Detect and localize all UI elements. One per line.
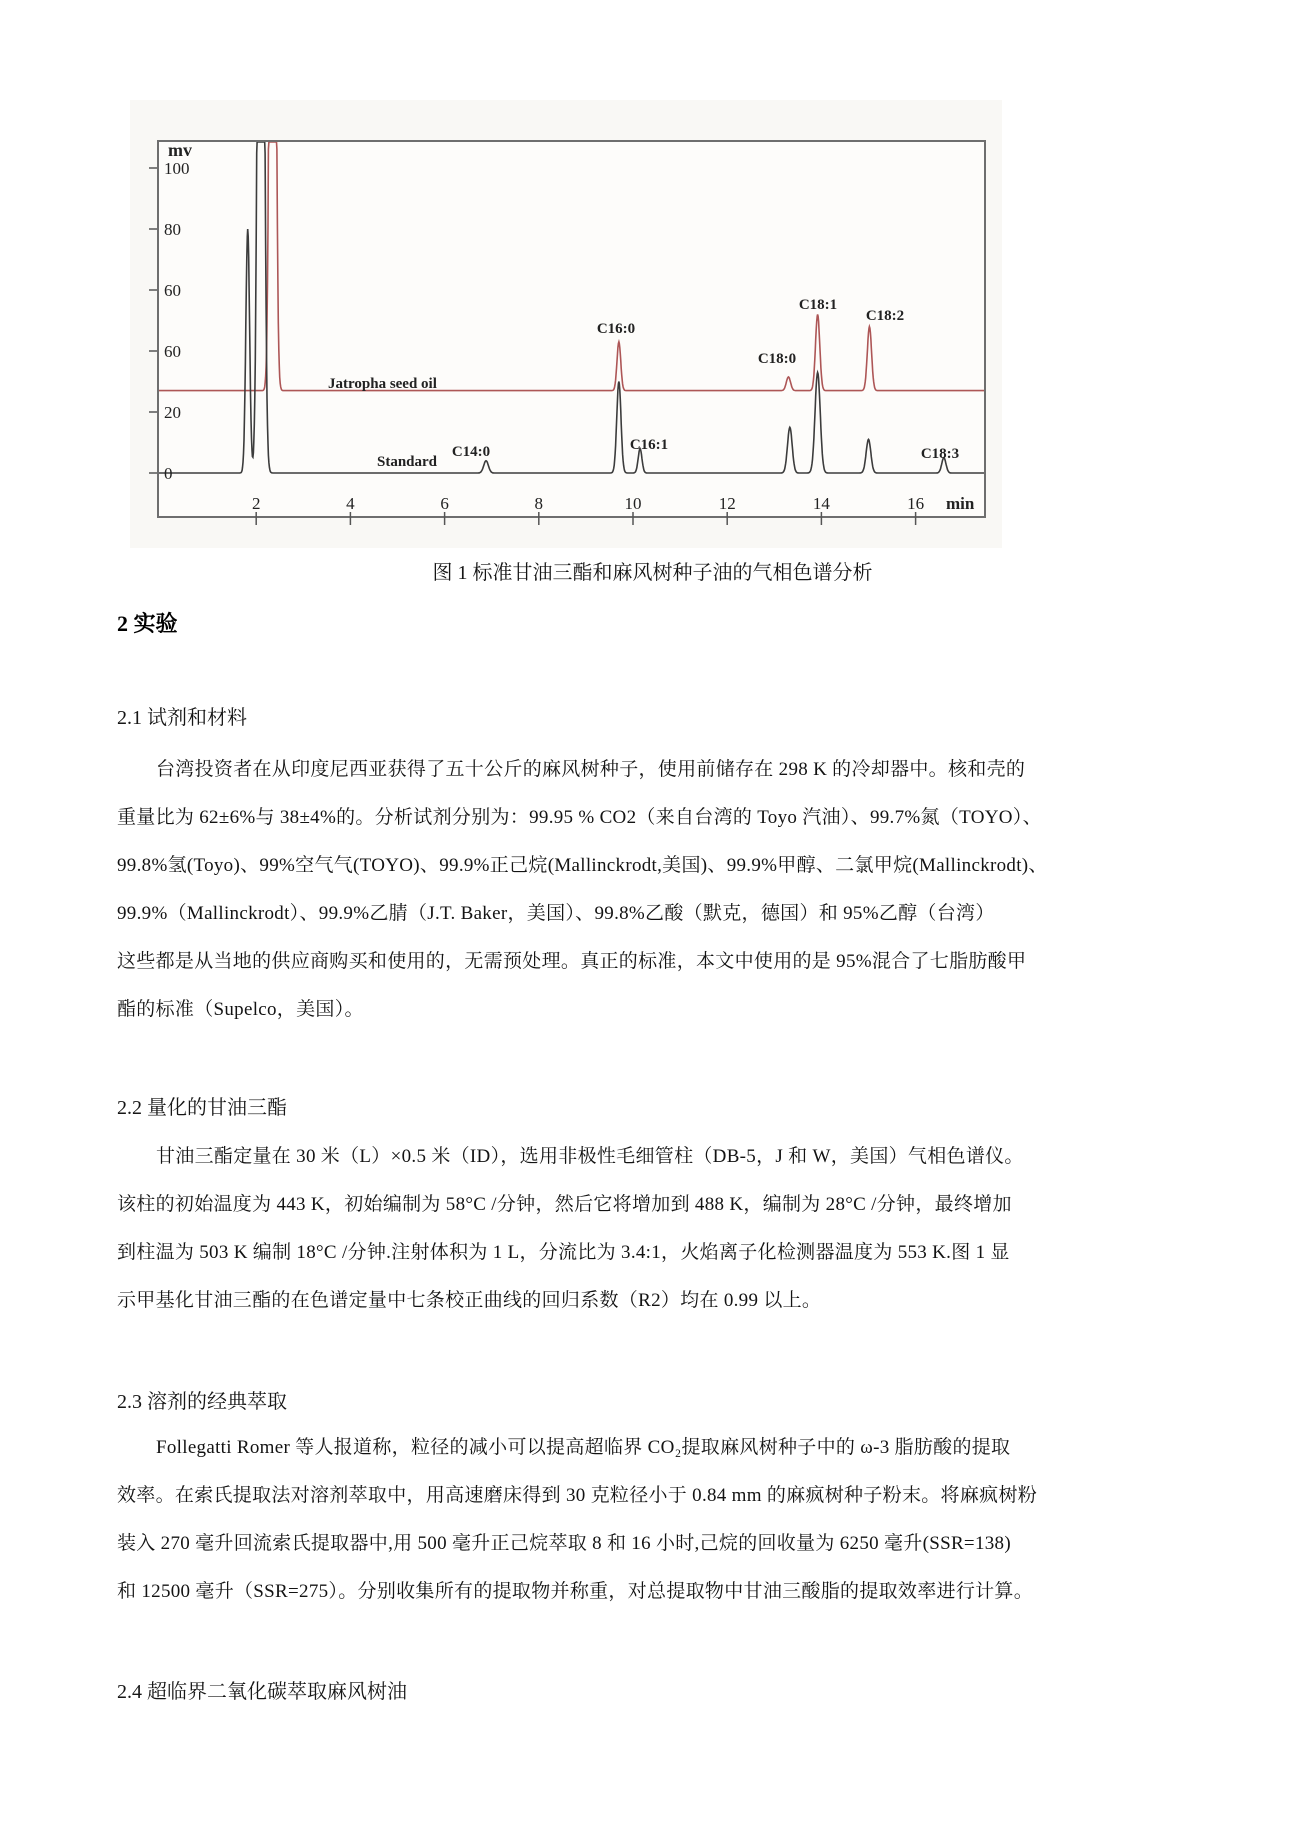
figure-caption: 图 1 标准甘油三酯和麻风树种子油的气相色谱分析 xyxy=(432,562,873,584)
section-2-1-heading: 2.1 试剂和材料 xyxy=(117,707,247,729)
text-line: Follegatti Romer 等人报道称，粒径的减小可以提高超临界 CO₂提取麻风树种子中的 ω-3 脂肪酸的提取 xyxy=(156,1437,1011,1458)
chromatogram-plot xyxy=(130,100,1002,548)
y-axis-tick-label: 80 xyxy=(164,220,181,239)
text-line: 和 12500 毫升（SSR=275）。分别收集所有的提取物并称重，对总提取物中甘油三酸脂的提取效率进行计算。 xyxy=(117,1581,1034,1602)
y-axis-unit-label: mv xyxy=(168,140,192,160)
peak-annotation: C18:3 xyxy=(920,446,960,462)
y-axis-tick-label: 100 xyxy=(164,159,190,178)
peak-annotation: C14:0 xyxy=(451,444,491,460)
y-axis-tick-label: 20 xyxy=(164,403,181,422)
y-axis-tick-label: 60 xyxy=(164,342,181,361)
section-2-4-heading: 2.4 超临界二氧化碳萃取麻风树油 xyxy=(117,1681,407,1703)
section-2-2-paragraph xyxy=(117,1133,1237,1325)
section-2-3-heading: 2.3 溶剂的经典萃取 xyxy=(117,1391,287,1413)
peak-annotation: C18:1 xyxy=(798,297,838,313)
x-axis-tick-label: 10 xyxy=(624,494,642,513)
text-line: 99.9%（Mallinckrodt）、99.9%乙腈（J.T. Baker，美国）、99.8%乙酸（默克，德国）和 95%乙醇（台湾） xyxy=(117,903,995,924)
x-axis-tick-label: 6 xyxy=(440,494,449,513)
text-line: 装入 270 毫升回流索氏提取器中,用 500 毫升正己烷萃取 8 和 16 小时,己烷的回收量为 6250 毫升(SSR=138) xyxy=(117,1533,1011,1554)
text-line: 这些都是从当地的供应商购买和使用的，无需预处理。真正的标准，本文中使用的是 95%混合了七脂肪酸甲 xyxy=(117,951,1027,972)
peak-annotation: C16:0 xyxy=(596,321,636,337)
text-line: 99.8%氢(Toyo)、99%空气气(TOYO)、99.9%正己烷(Mallinckrodt,美国)、99.9%甲醇、二氯甲烷(Mallinckrodt)、 xyxy=(117,855,1048,876)
section-2-heading: 2 实验 xyxy=(117,611,178,636)
plot-area xyxy=(158,141,985,517)
text-line: 台湾投资者在从印度尼西亚获得了五十公斤的麻风树种子，使用前储存在 298 K 的冷却器中。核和壳的 xyxy=(156,759,1026,780)
text-line: 示甲基化甘油三酯的在色谱定量中七条校正曲线的回归系数（R2）均在 0.99 以上。 xyxy=(117,1290,822,1311)
x-axis-tick-label: 12 xyxy=(718,494,736,513)
text-line: 该柱的初始温度为 443 K，初始编制为 58°C /分钟，然后它将增加到 488 K，编制为 28°C /分钟，最终增加 xyxy=(117,1194,1012,1215)
section-2-2-heading: 2.2 量化的甘油三酯 xyxy=(117,1097,287,1119)
peak-annotation: C18:0 xyxy=(757,351,797,367)
y-axis-tick-label: 60 xyxy=(164,281,181,300)
peak-annotation: Standard xyxy=(377,454,438,470)
x-axis-tick-label: 8 xyxy=(534,494,544,513)
x-axis-tick-label: 14 xyxy=(812,494,830,513)
text-line: 重量比为 62±6%与 38±4%的。分析试剂分别为：99.95 % CO2（来自台湾的 Toyo 汽油）、99.7%氮（TOYO）、 xyxy=(117,807,1042,828)
x-axis-unit-label: min xyxy=(946,494,975,513)
peak-annotation: C16:1 xyxy=(629,437,669,453)
y-axis-tick-label: 0 xyxy=(164,464,173,483)
text-line: 效率。在索氏提取法对溶剂萃取中，用高速磨床得到 30 克粒径小于 0.84 mm 的麻疯树种子粉末。将麻疯树粉 xyxy=(117,1485,1038,1506)
x-axis-tick-label: 2 xyxy=(251,494,261,513)
x-axis-tick-label: 16 xyxy=(907,494,925,513)
peak-annotation: Jatropha seed oil xyxy=(328,376,437,392)
peak-annotation: C18:2 xyxy=(865,308,905,324)
text-line: 酯的标准（Supelco，美国）。 xyxy=(117,999,364,1020)
figure-1-chromatogram xyxy=(130,100,1002,548)
section-2-1-paragraph xyxy=(117,746,1237,1034)
text-line: 到柱温为 503 K 编制 18°C /分钟.注射体积为 1 L，分流比为 3.4:1，火焰离子化检测器温度为 553 K.图 1 显 xyxy=(117,1242,1010,1263)
section-2-3-paragraph xyxy=(117,1424,1237,1616)
x-axis-tick-label: 4 xyxy=(346,494,355,513)
text-line: 甘油三酯定量在 30 米（L）×0.5 米（ID），选用非极性毛细管柱（DB-5，J 和 W，美国）气相色谱仪。 xyxy=(156,1146,1024,1167)
